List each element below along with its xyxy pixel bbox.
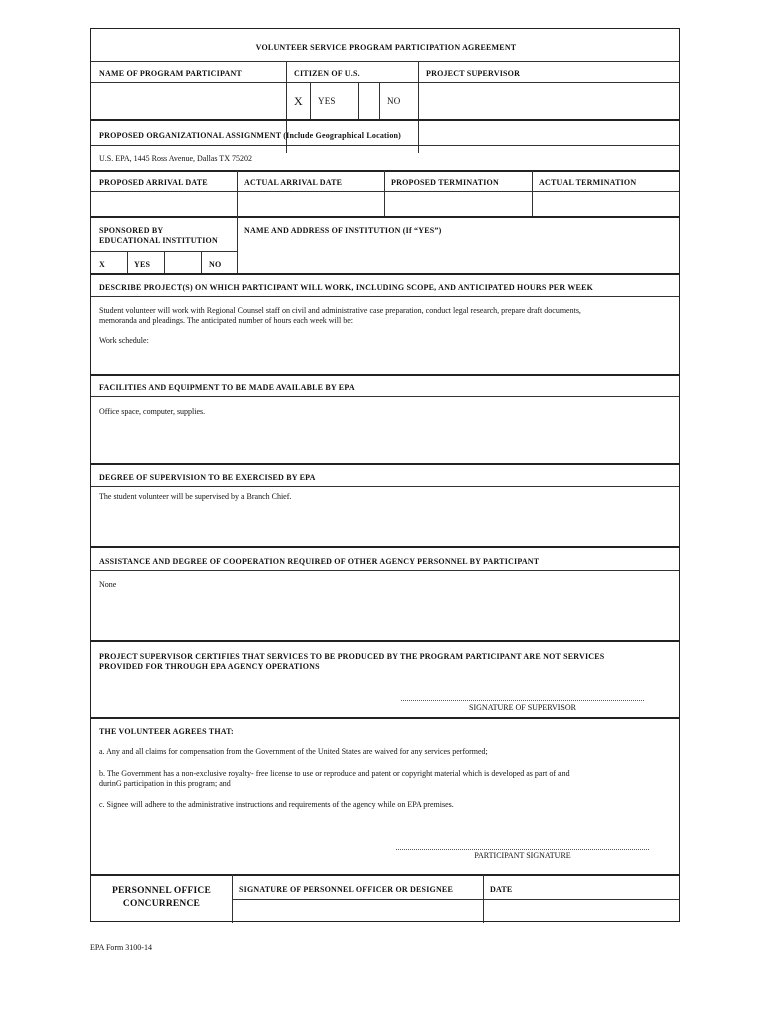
divider [91, 61, 679, 62]
sponsored-yes-label: YES [134, 260, 151, 269]
divider [91, 717, 679, 719]
supervisor-signature-label: SIGNATURE OF SUPERVISOR [469, 703, 576, 712]
divider [91, 145, 679, 146]
agrees-label: THE VOLUNTEER AGREES THAT: [99, 727, 234, 736]
divider [310, 82, 311, 119]
divider [384, 170, 385, 216]
date-label: DATE [490, 885, 513, 894]
agree-item-c: c. Signee will adhere to the administrative instructions and requirements of the agency while on EPA premises. [99, 800, 454, 809]
divider [127, 251, 128, 273]
divider [237, 216, 238, 273]
citizen-yes-mark[interactable]: X [294, 94, 303, 108]
divider [201, 251, 202, 273]
participant-name-label: NAME OF PROGRAM PARTICIPANT [99, 69, 242, 78]
sponsored-label-line1: SPONSORED BY [99, 226, 164, 235]
assignment-value: U.S. EPA, 1445 Ross Avenue, Dallas TX 75202 [99, 154, 252, 163]
divider [91, 82, 679, 83]
supervision-label: DEGREE OF SUPERVISION TO BE EXERCISED BY EPA [99, 473, 316, 482]
institution-label: NAME AND ADDRESS OF INSTITUTION (If “YES”) [244, 226, 442, 235]
divider [91, 216, 679, 218]
divider [91, 874, 679, 876]
divider [91, 486, 679, 487]
agree-item-a: a. Any and all claims for compensation from the Government of the United States are waived for any services performed; [99, 747, 488, 756]
divider [91, 374, 679, 376]
certify-label-line2: PROVIDED FOR THROUGH EPA AGENCY OPERATIONS [99, 662, 320, 671]
concurrence-line1: PERSONNEL OFFICE [111, 886, 211, 896]
sponsored-label-line2: EDUCATIONAL INSTITUTION [99, 236, 218, 245]
assistance-label: ASSISTANCE AND DEGREE OF COOPERATION REQUIRED OF OTHER AGENCY PERSONNEL BY PARTICIPANT [99, 557, 540, 566]
divider [358, 82, 359, 119]
sponsored-yes-mark[interactable]: X [99, 260, 105, 269]
proposed-termination-label: PROPOSED TERMINATION [391, 178, 499, 187]
sponsored-no-label: NO [209, 260, 222, 269]
divider [91, 191, 679, 192]
divider [379, 82, 380, 119]
describe-value-line1: Student volunteer will work with Regional Counsel staff on civil and administrative case preparation, conduct legal research, prepare draft documents, [99, 306, 581, 315]
divider [91, 170, 679, 172]
agree-item-b-line2: durinG participation in this program; and [99, 779, 231, 788]
certify-label-line1: PROJECT SUPERVISOR CERTIFIES THAT SERVICES TO BE PRODUCED BY THE PROGRAM PARTICIPANT ARE NOT SERVICES [99, 652, 605, 661]
citizen-no-label: NO [387, 96, 401, 106]
divider [418, 61, 419, 153]
actual-termination-label: ACTUAL TERMINATION [539, 178, 637, 187]
facilities-label: FACILITIES AND EQUIPMENT TO BE MADE AVAILABLE BY EPA [99, 383, 355, 392]
supervisor-label: PROJECT SUPERVISOR [426, 69, 521, 78]
divider [91, 640, 679, 642]
officer-signature-label: SIGNATURE OF PERSONNEL OFFICER OR DESIGNEE [239, 885, 453, 894]
divider [91, 396, 679, 397]
proposed-arrival-label: PROPOSED ARRIVAL DATE [99, 178, 208, 187]
citizen-yes-label: YES [318, 96, 336, 106]
form-number: EPA Form 3100-14 [90, 943, 152, 952]
form-title: VOLUNTEER SERVICE PROGRAM PARTICIPATION AGREEMENT [255, 43, 517, 52]
describe-label: DESCRIBE PROJECT(S) ON WHICH PARTICIPANT WILL WORK, INCLUDING SCOPE, AND ANTICIPATED HOURS PER WEEK [99, 283, 594, 292]
citizen-label: CITIZEN OF U.S. [294, 69, 360, 78]
participant-signature-line[interactable] [396, 849, 649, 850]
divider [91, 546, 679, 548]
divider [232, 899, 679, 900]
supervision-value: The student volunteer will be supervised by a Branch Chief. [99, 492, 292, 501]
divider [91, 463, 679, 465]
divider [164, 251, 165, 273]
facilities-value: Office space, computer, supplies. [99, 407, 206, 416]
assistance-value: None [99, 580, 117, 589]
concurrence-line2: CONCURRENCE [122, 899, 201, 909]
divider [91, 119, 679, 121]
divider [91, 296, 679, 297]
divider [532, 170, 533, 216]
assignment-label: PROPOSED ORGANIZATIONAL ASSIGNMENT (Include Geographical Location) [99, 131, 402, 140]
work-schedule-label: Work schedule: [99, 336, 149, 345]
divider [91, 273, 679, 275]
supervisor-signature-line[interactable] [401, 700, 644, 701]
agree-item-b-line1: b. The Government has a non-exclusive royalty- free license to use or reproduce and patent or copyright material which is developed as part of and [99, 769, 570, 778]
divider [91, 570, 679, 571]
participant-signature-label: PARTICIPANT SIGNATURE [474, 851, 571, 860]
describe-value-line2: memoranda and pleadings. The anticipated number of hours each week will be: [99, 316, 353, 325]
divider [237, 170, 238, 216]
actual-arrival-label: ACTUAL ARRIVAL DATE [244, 178, 343, 187]
agreement-form [90, 28, 680, 922]
